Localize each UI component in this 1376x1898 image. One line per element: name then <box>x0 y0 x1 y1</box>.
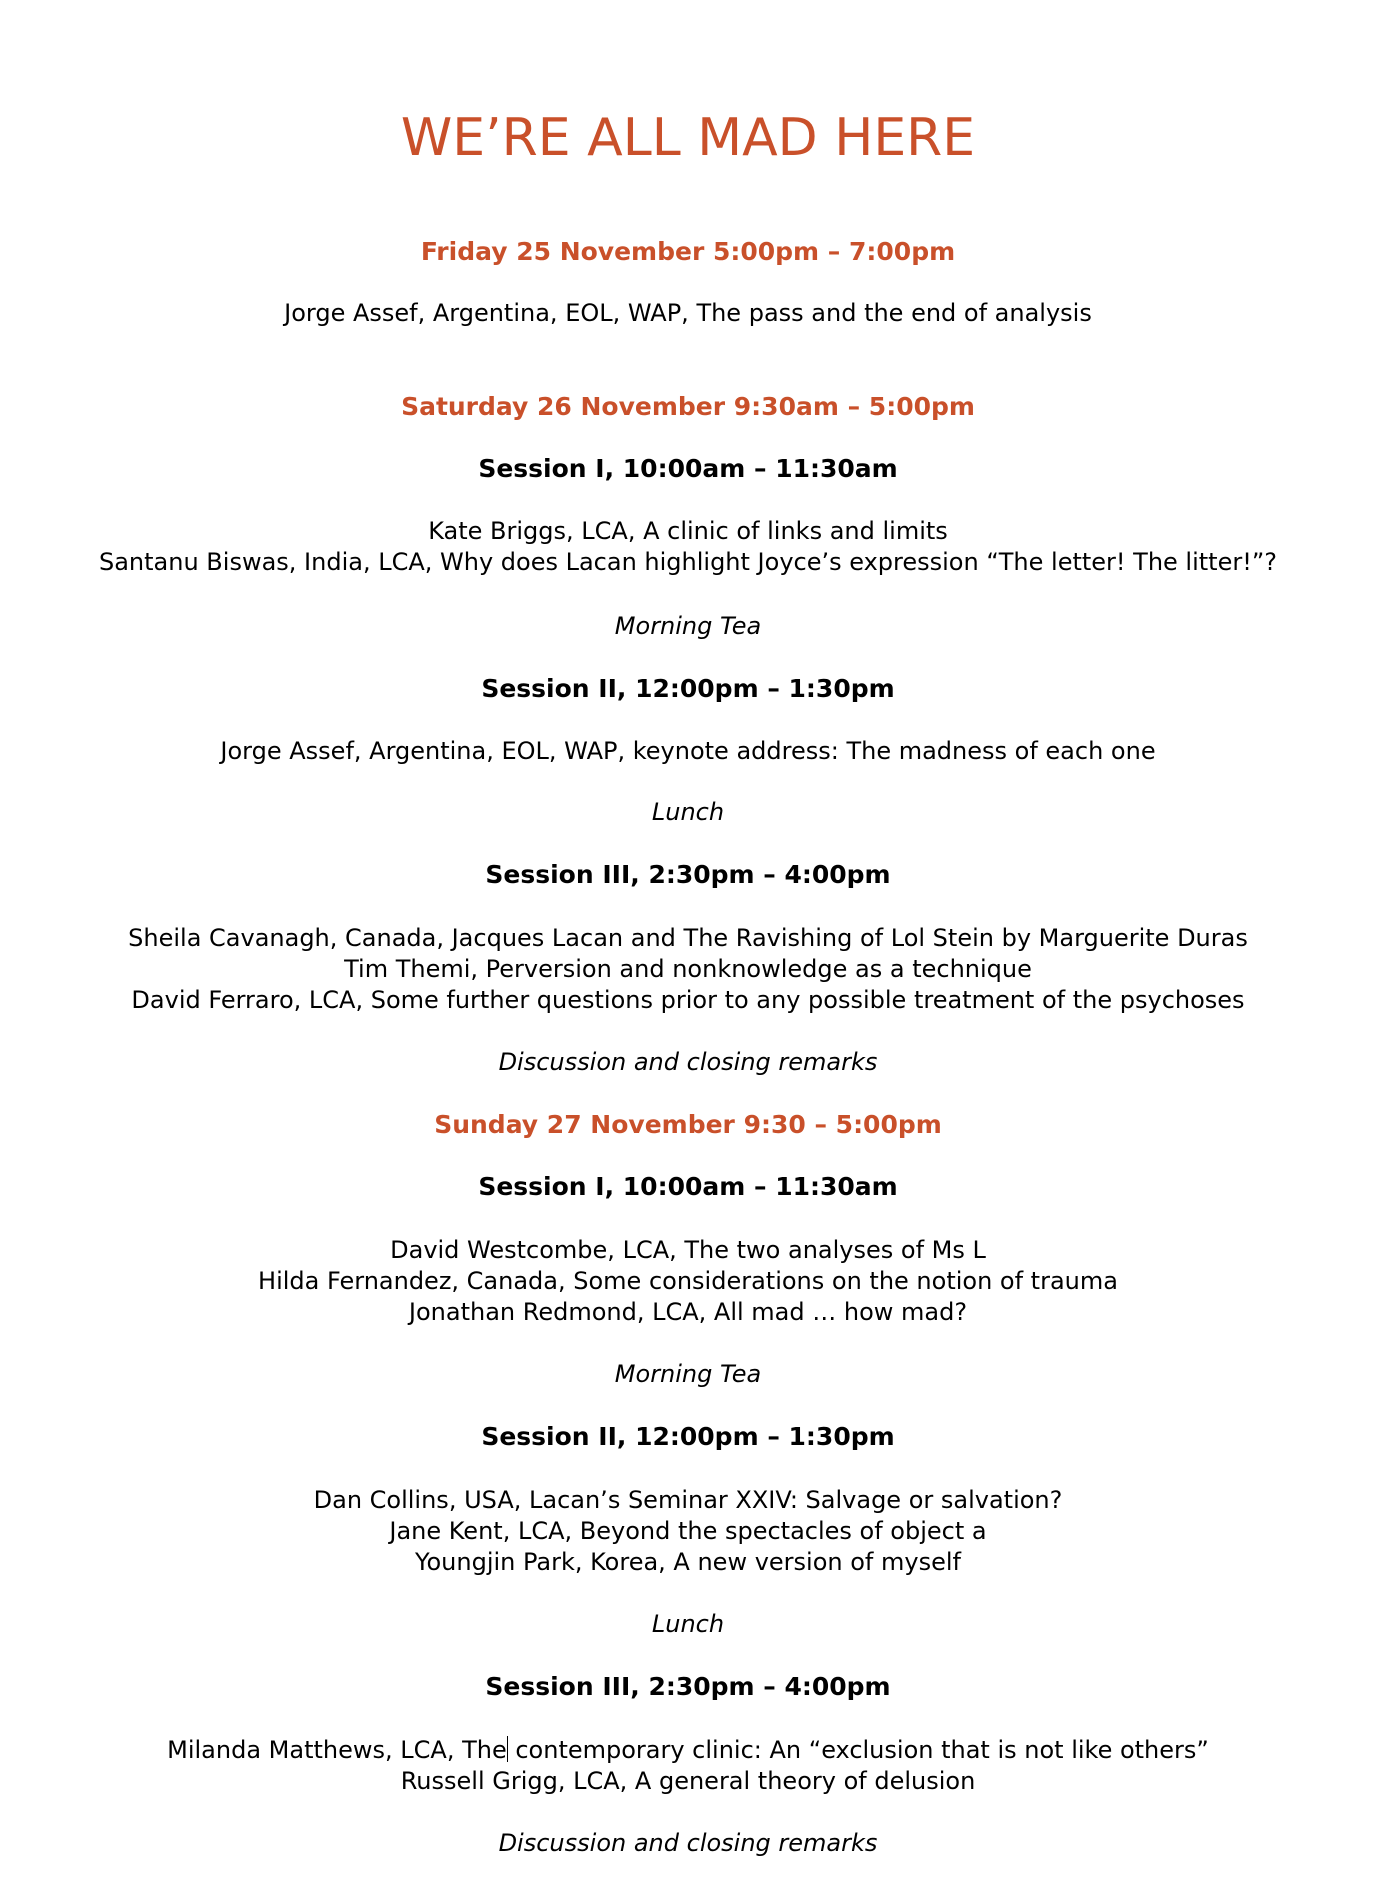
break-label: Morning Tea <box>614 612 762 640</box>
session-heading: Session II, 12:00pm – 1:30pm <box>481 1422 895 1451</box>
talk-line: Sheila Cavanagh, Canada, Jacques Lacan and The Ravishing of Lol Stein by Marguerite Duras <box>128 924 1248 952</box>
day-heading-saturday: Saturday 26 November 9:30am – 5:00pm <box>401 392 975 421</box>
talk-line: Dan Collins, USA, Lacan’s Seminar XXIV: Salvage or salvation? <box>313 1486 1063 1514</box>
talk-line: Jane Kent, LCA, Beyond the spectacles of object a <box>389 1517 987 1545</box>
day-heading-friday: Friday 25 November 5:00pm – 7:00pm <box>420 237 956 266</box>
talk-line: Jonathan Redmond, LCA, All mad … how mad? <box>408 1298 968 1326</box>
session-heading: Session I, 10:00am – 11:30am <box>478 454 898 483</box>
talk-line: Jorge Assef, Argentina, EOL, WAP, keynote address: The madness of each one <box>220 737 1156 765</box>
talk-text-after-cursor: contemporary clinic: An “exclusion that is not like others” <box>507 1736 1209 1764</box>
session-heading: Session I, 10:00am – 11:30am <box>478 1172 898 1201</box>
break-label: Lunch <box>651 798 725 826</box>
break-label: Lunch <box>651 1610 725 1638</box>
talk-line: Kate Briggs, LCA, A clinic of links and limits <box>428 517 948 545</box>
session-heading: Session III, 2:30pm – 4:00pm <box>485 860 891 889</box>
talk-line: Santanu Biswas, India, LCA, Why does Lacan highlight Joyce’s expression “The letter! The litter!”? <box>98 548 1278 576</box>
day-heading-sunday: Sunday 27 November 9:30 – 5:00pm <box>434 1110 942 1139</box>
talk-line: Youngjin Park, Korea, A new version of myself <box>415 1548 961 1576</box>
session-heading: Session III, 2:30pm – 4:00pm <box>485 1672 891 1701</box>
break-label: Discussion and closing remarks <box>498 1048 878 1076</box>
break-label: Discussion and closing remarks <box>498 1829 878 1857</box>
page-title: WE’RE ALL MAD HERE <box>400 108 976 168</box>
talk-line: Hilda Fernandez, Canada, Some considerations on the notion of trauma <box>258 1267 1118 1295</box>
session-heading: Session II, 12:00pm – 1:30pm <box>481 674 895 703</box>
talk-line: David Ferraro, LCA, Some further questions prior to any possible treatment of the psychoses <box>131 986 1245 1014</box>
talk-line-with-cursor[interactable] <box>0 1735 1376 1766</box>
talk-line: Russell Grigg, LCA, A general theory of delusion <box>400 1767 976 1795</box>
talk-line: Jorge Assef, Argentina, EOL, WAP, The pass and the end of analysis <box>284 299 1092 327</box>
talk-line: Tim Themi, Perversion and nonknowledge as a technique <box>344 955 1032 983</box>
talk-text-before-cursor: Milanda Matthews, LCA, The <box>167 1736 507 1764</box>
talk-line: David Westcombe, LCA, The two analyses of Ms L <box>390 1236 986 1264</box>
break-label: Morning Tea <box>614 1360 762 1388</box>
